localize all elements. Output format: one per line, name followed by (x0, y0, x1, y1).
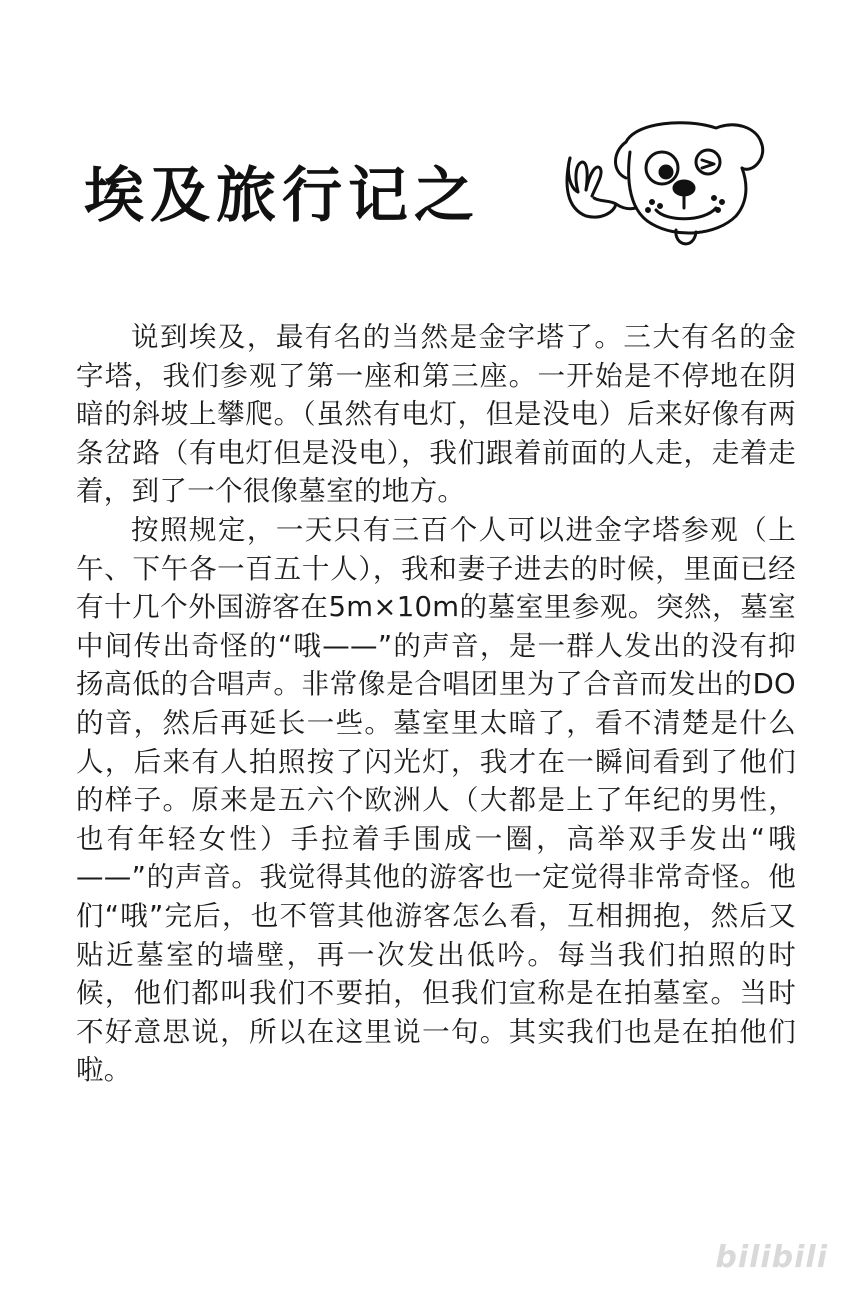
dog-face-icon (616, 123, 763, 244)
victory-hand-icon (567, 158, 636, 217)
bilibili-watermark: bilibili (715, 1240, 828, 1275)
article-paragraph-2: 按照规定，一天只有三百个人可以进金字塔参观（上午、下午各一百五十人），我和妻子进去的时候，里面已经有十几个外国游客在5m×10m的墓室里参观。突然，墓室中间传出奇怪的“哦——”的声音，是一群人发出的没有抑扬高低的合唱声。非常像是合唱团里为了合音而发出的DO的音，然后再延长一些。墓室里太暗了，看不清楚是什么人，后来有人拍照按了闪光灯，我才在一瞬间看到了他们的样子。原来是五六个欧洲人（大都是上了年纪的男性，也有年轻女性）手拉着手围成一圈，高举双手发出“哦——”的声音。我觉得其他的游客也一定觉得非常奇怪。他们“哦”完后，也不管其他游客怎么看，互相拥抱，然后又贴近墓室的墙壁，再一次发出低吟。每当我们拍照的时候，他们都叫我们不要拍，但我们宣称是在拍墓室。当时不好意思说，所以在这里说一句。其实我们也是在拍他们啦。 (76, 513, 796, 1087)
page-title: 埃及旅行记之 (84, 161, 480, 231)
article-paragraph-1: 说到埃及，最有名的当然是金字塔了。三大有名的金字塔，我们参观了第一座和第三座。一开始是不停地在阴暗的斜坡上攀爬。（虽然有电灯，但是没电）后来好像有两条岔路（有电灯但是没电），我们跟着前面的人走，走着走着，到了一个很像墓室的地方。 (76, 321, 796, 508)
dog-victory-doodle (556, 112, 786, 262)
article-body (76, 318, 796, 1090)
